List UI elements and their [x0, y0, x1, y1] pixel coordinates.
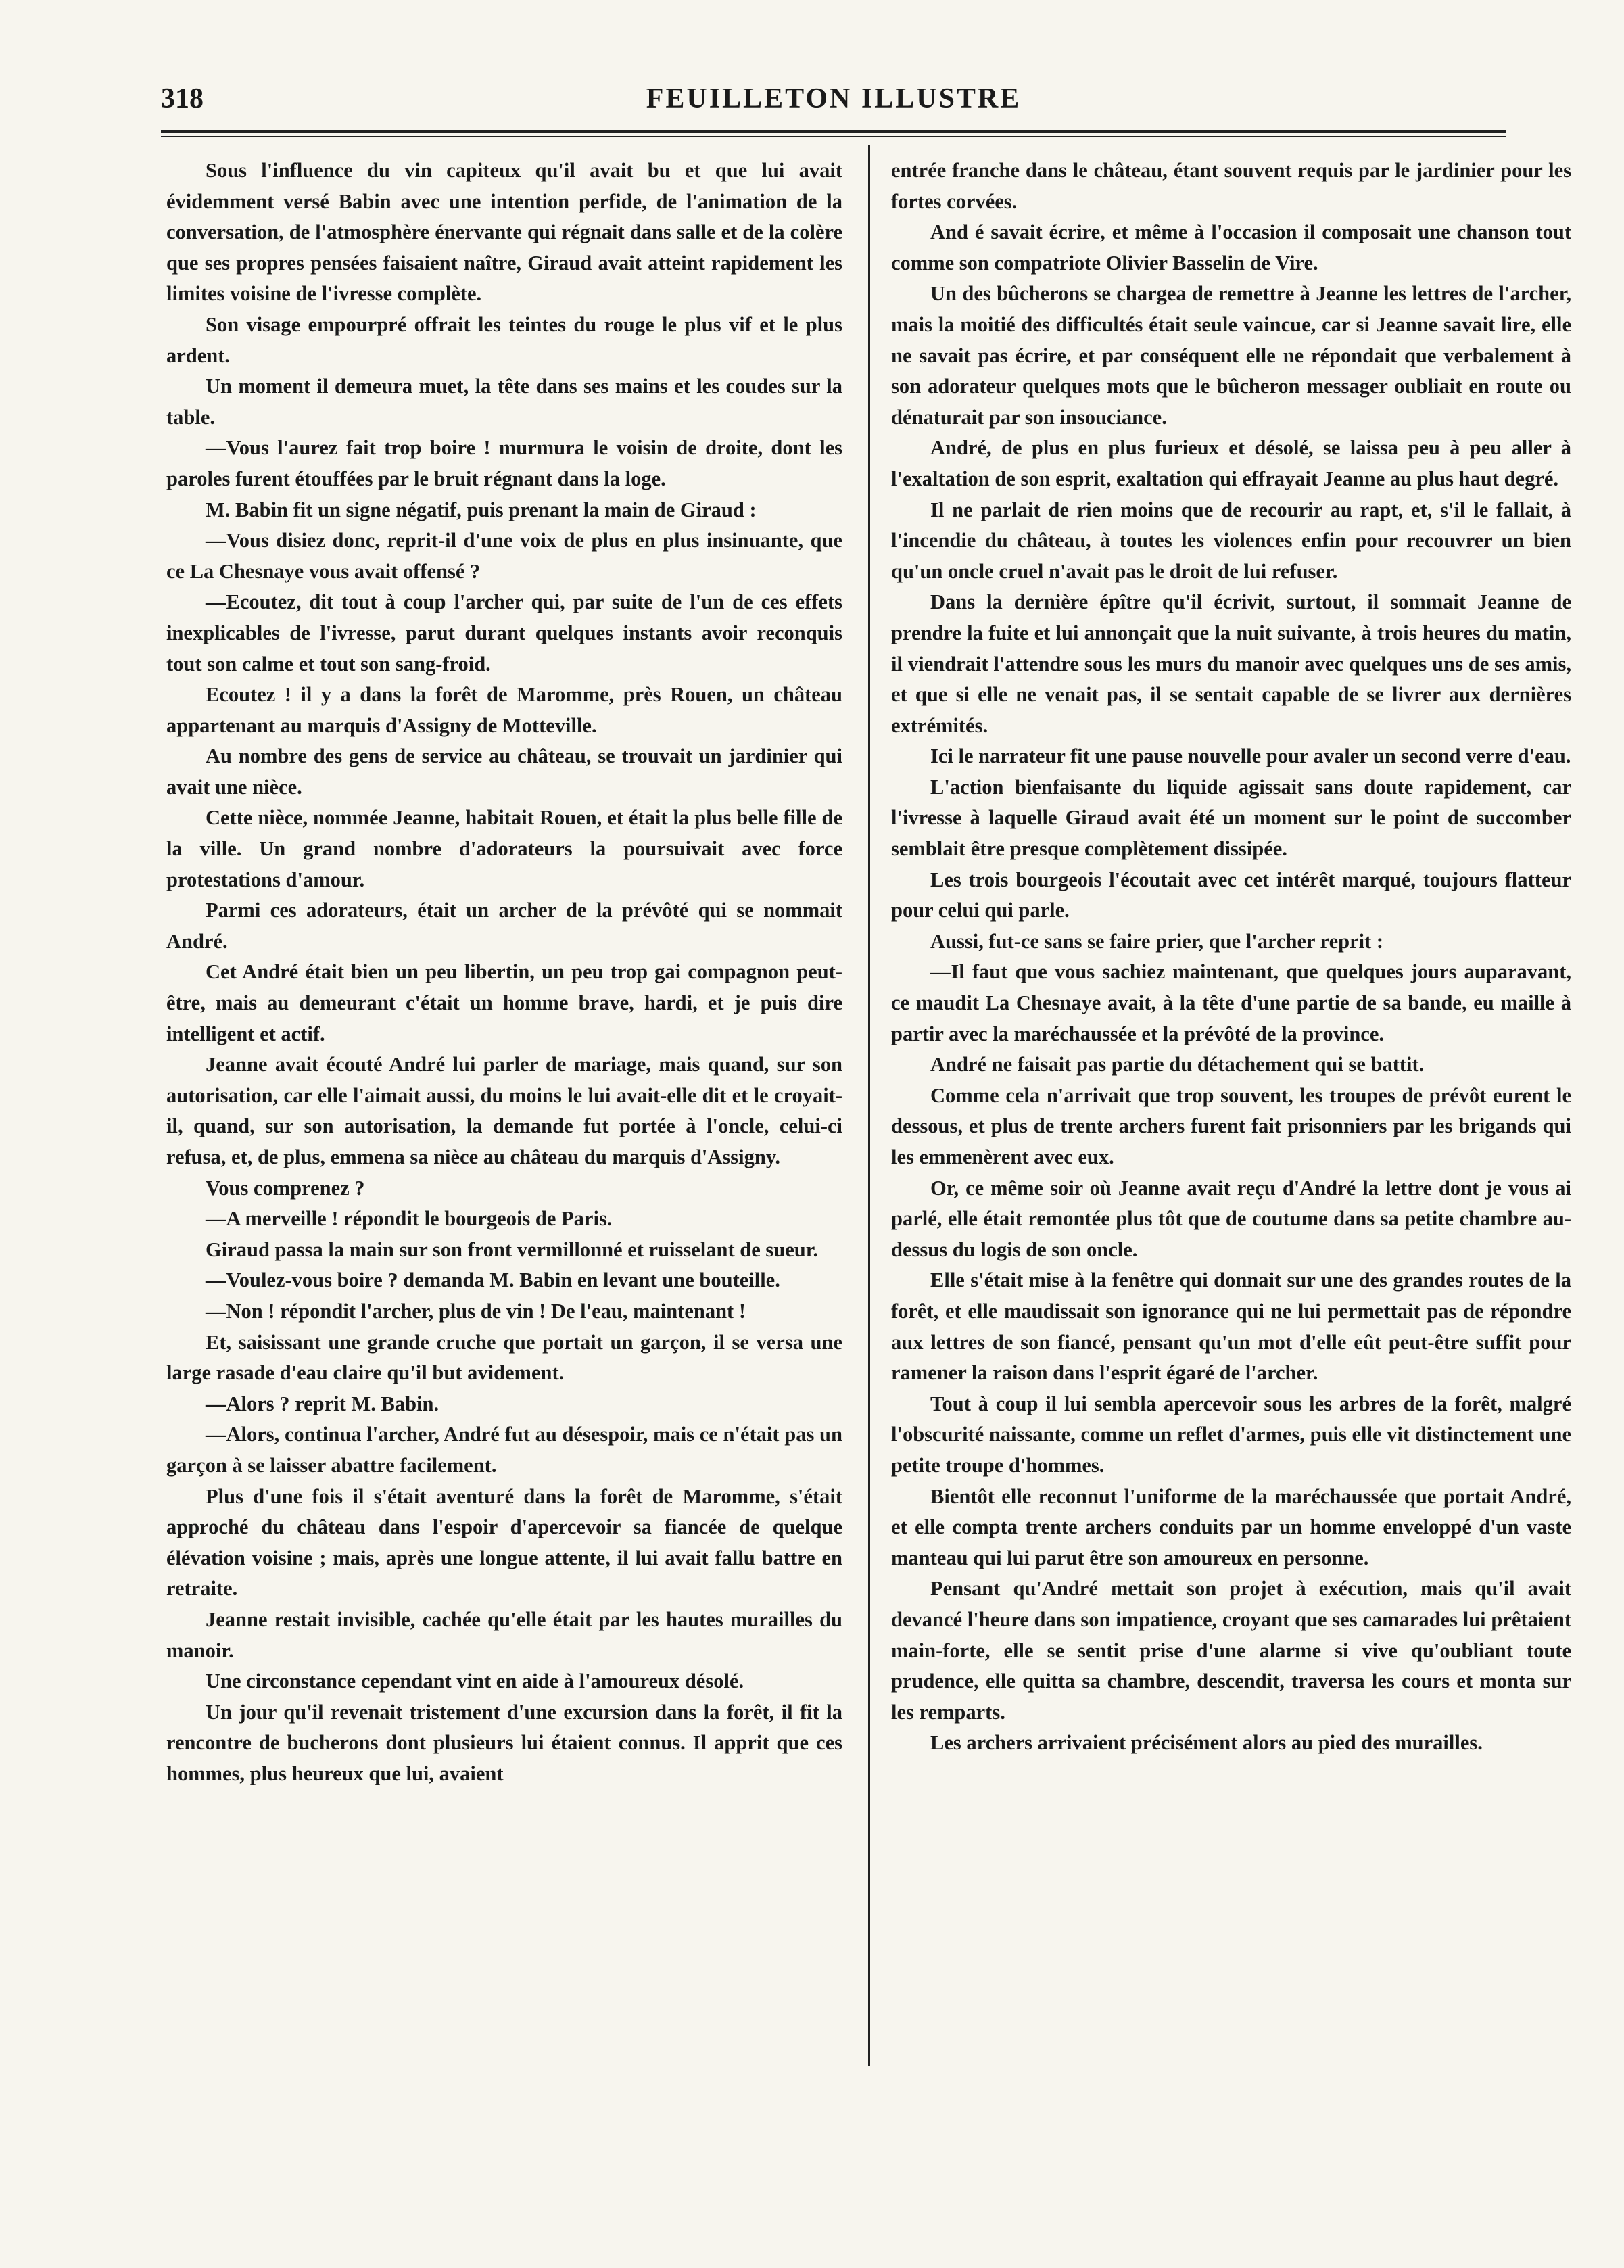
paragraph: —Alors, continua l'archer, André fut au désespoir, mais ce n'était pas un garçon à se laisser abattre facilement.: [166, 1423, 842, 1477]
paragraph: Jeanne avait écouté André lui parler de mariage, mais quand, sur son autorisation, car elle l'aimait aussi, du moins le lui avait-elle dit et le croyait-il, quand, sur son autorisation, la demande fut portée à l'oncle, celui-ci refusa, et, de plus, emmena sa nièce au château du marquis d'Assigny.: [166, 1053, 842, 1168]
paragraph: André, de plus en plus furieux et désolé, se laissa peu à peu aller à l'exaltation de son esprit, exaltation qui effrayait Jeanne au plus haut degré.: [891, 436, 1571, 490]
paragraph: Un jour qu'il revenait tristement d'une excursion dans la forêt, il fit la rencontre de bucherons dont plusieurs lui étaient connus. Il apprit que ces hommes, plus heureux que lui, avaient: [166, 1700, 842, 1785]
paragraph: —Il faut que vous sachiez maintenant, que quelques jours auparavant, ce maudit La Chesnaye avait, à la tête d'une partie de sa bande, eu maille à partir avec la maréchaussée et la prévôté de la province.: [891, 960, 1571, 1045]
paragraph: —Vous disiez donc, reprit-il d'une voix de plus en plus insinuante, que ce La Chesnaye vous avait offensé ?: [166, 529, 842, 583]
paragraph: And é savait écrire, et même à l'occasion il composait une chanson tout comme son compatriote Olivier Basselin de Vire.: [891, 220, 1571, 275]
text-column-left: [166, 156, 842, 1789]
header-rule: [161, 130, 1506, 137]
paragraph: Parmi ces adorateurs, était un archer de la prévôté qui se nommait André.: [166, 899, 842, 953]
paragraph: Pensant qu'André mettait son projet à exécution, mais qu'il avait devancé l'heure dans son impatience, croyant que ses camarades lui prêtaient main-forte, elle se sentit prise d'une alarme si vive qu'oubliant toute prudence, elle quitta sa chambre, descendit, traversa les cours et monta sur les remparts.: [891, 1577, 1571, 1724]
paragraph: Son visage empourpré offrait les teintes du rouge le plus vif et le plus ardent.: [166, 312, 842, 367]
paragraph: Sous l'influence du vin capiteux qu'il avait bu et que lui avait évidemment versé Babin avec une intention perfide, de l'animation de la conversation, de l'atmosphère énervante qui régnait dans salle et de la colère que ses propres pensées faisaient naître, Giraud avait atteint rapidement les limites voisine de l'ivresse complète.: [166, 159, 842, 306]
paragraph: Une circonstance cependant vint en aide à l'amoureux désolé.: [206, 1670, 744, 1693]
paragraph: Et, saisissant une grande cruche que portait un garçon, il se versa une large rasade d'eau claire qu'il but avidement.: [166, 1330, 842, 1385]
running-title: FEUILLETON ILLUSTRE: [646, 83, 1022, 114]
paragraph: Cette nièce, nommée Jeanne, habitait Rouen, et était la plus belle fille de la ville. Un grand nombre d'adorateurs la poursuivait avec force protestations d'amour.: [166, 806, 842, 891]
paragraph: Un des bûcherons se chargea de remettre à Jeanne les lettres de l'archer, mais la moitié des difficultés était seule vaincue, car si Jeanne savait lire, elle ne savait pas écrire, et par conséquent elle ne répondait que verbalement à son adorateur quelques mots que le bûcheron messager oubliait en route ou dénaturait par son insouciance.: [891, 282, 1571, 429]
paragraph: Au nombre des gens de service au château, se trouvait un jardinier qui avait une nièce.: [166, 745, 842, 799]
paragraph: —Ecoutez, dit tout à coup l'archer qui, par suite de l'un de ces effets inexplicables de l'ivresse, parut durant quelques instants avoir reconquis tout son calme et tout son sang-froid.: [166, 590, 842, 676]
paragraph: Il ne parlait de rien moins que de recourir au rapt, et, s'il le fallait, à l'incendie du château, à toutes les violences enfin pour recouvrer un bien qu'un oncle cruel n'avait pas le droit de lui refuser.: [891, 498, 1571, 583]
paragraph: Comme cela n'arrivait que trop souvent, les troupes de prévôt eurent le dessous, et plus de trente archers furent fait prisonniers par les brigands qui les emmenèrent avec eux.: [891, 1083, 1571, 1168]
paragraph: Giraud passa la main sur son front vermillonné et ruisselant de sueur.: [206, 1237, 819, 1261]
paragraph: Elle s'était mise à la fenêtre qui donnait sur une des grandes routes de la forêt, et elle maudissait son ignorance qui ne lui permettait pas de répondre aux lettres de son fiancé, pensant qu'un mot d'elle eût peut-être suffit pour ramener la raison dans l'esprit égaré de l'archer.: [891, 1269, 1571, 1385]
paragraph: —Voulez-vous boire ? demanda M. Babin en levant une bouteille.: [206, 1269, 780, 1292]
paragraph: Tout à coup il lui sembla apercevoir sous les arbres de la forêt, malgré l'obscurité naissante, comme un reflet d'armes, puis elle vit distinctement une petite troupe d'hommes.: [891, 1392, 1571, 1477]
page-header: [161, 70, 1506, 118]
paragraph: —A merveille ! répondit le bourgeois de Paris.: [206, 1207, 613, 1231]
paragraph: Cet André était bien un peu libertin, un peu trop gai compagnon peut-être, mais au demeurant c'était un homme brave, hardi, et je puis dire intelligent et actif.: [166, 960, 842, 1045]
paragraph-continued: entrée franche dans le château, étant souvent requis par le jardinier pour les fortes corvées.: [891, 159, 1571, 213]
page-number: 318: [161, 83, 204, 114]
paragraph: Jeanne restait invisible, cachée qu'elle était par les hautes murailles du manoir.: [166, 1607, 842, 1662]
paragraph: Bientôt elle reconnut l'uniforme de la maréchaussée que portait André, et elle compta trente archers conduits par un homme enveloppé d'un vaste manteau qui lui parut être son amoureux en personne.: [891, 1484, 1571, 1569]
paragraph: L'action bienfaisante du liquide agissait sans doute rapidement, car l'ivresse à laquelle Giraud avait été un moment sur le point de succomber semblait être presque complètement dissipée.: [891, 775, 1571, 861]
paragraph: Vous comprenez ?: [206, 1176, 365, 1200]
paragraph: Les archers arrivaient précisément alors au pied des murailles.: [930, 1731, 1483, 1755]
paragraph: —Vous l'aurez fait trop boire ! murmura le voisin de droite, dont les paroles furent étouffées par le bruit régnant dans la loge.: [166, 436, 842, 490]
paragraph: M. Babin fit un signe négatif, puis prenant la main de Giraud :: [206, 498, 757, 521]
paragraph: Les trois bourgeois l'écoutait avec cet intérêt marqué, toujours flatteur pour celui qui parle.: [891, 868, 1571, 922]
paragraph: André ne faisait pas partie du détachement qui se battit.: [930, 1053, 1425, 1077]
text-column-right: [891, 156, 1571, 1759]
paragraph: Un moment il demeura muet, la tête dans ses mains et les coudes sur la table.: [166, 375, 842, 429]
paragraph: —Non ! répondit l'archer, plus de vin ! De l'eau, maintenant !: [206, 1299, 746, 1323]
paragraph: Aussi, fut-ce sans se faire prier, que l'archer reprit :: [930, 929, 1384, 953]
paragraph: —Alors ? reprit M. Babin.: [206, 1392, 439, 1415]
column-divider: [868, 145, 870, 2066]
paragraph: Plus d'une fois il s'était aventuré dans la forêt de Maromme, s'était approché du château dans l'espoir d'apercevoir sa fiancée de quelque élévation voisine ; mais, après une longue attente, il lui avait fallu battre en retraite.: [166, 1484, 842, 1601]
paragraph: Ici le narrateur fit une pause nouvelle pour avaler un second verre d'eau.: [930, 745, 1571, 768]
paragraph: Or, ce même soir où Jeanne avait reçu d'André la lettre dont je vous ai parlé, elle était remontée plus tôt que de coutume dans sa petite chambre au-dessus du logis de son oncle.: [891, 1176, 1571, 1261]
paragraph: Dans la dernière épître qu'il écrivit, surtout, il sommait Jeanne de prendre la fuite et lui annonçait que la nuit suivante, à trois heures du matin, il viendrait l'attendre sous les murs du manoir avec quelques uns de ses amis, et que si elle ne venait pas, il se sentait capable de se livrer aux dernières extrémités.: [891, 590, 1571, 737]
paragraph: Ecoutez ! il y a dans la forêt de Maromme, près Rouen, un château appartenant au marquis d'Assigny de Motteville.: [166, 683, 842, 737]
